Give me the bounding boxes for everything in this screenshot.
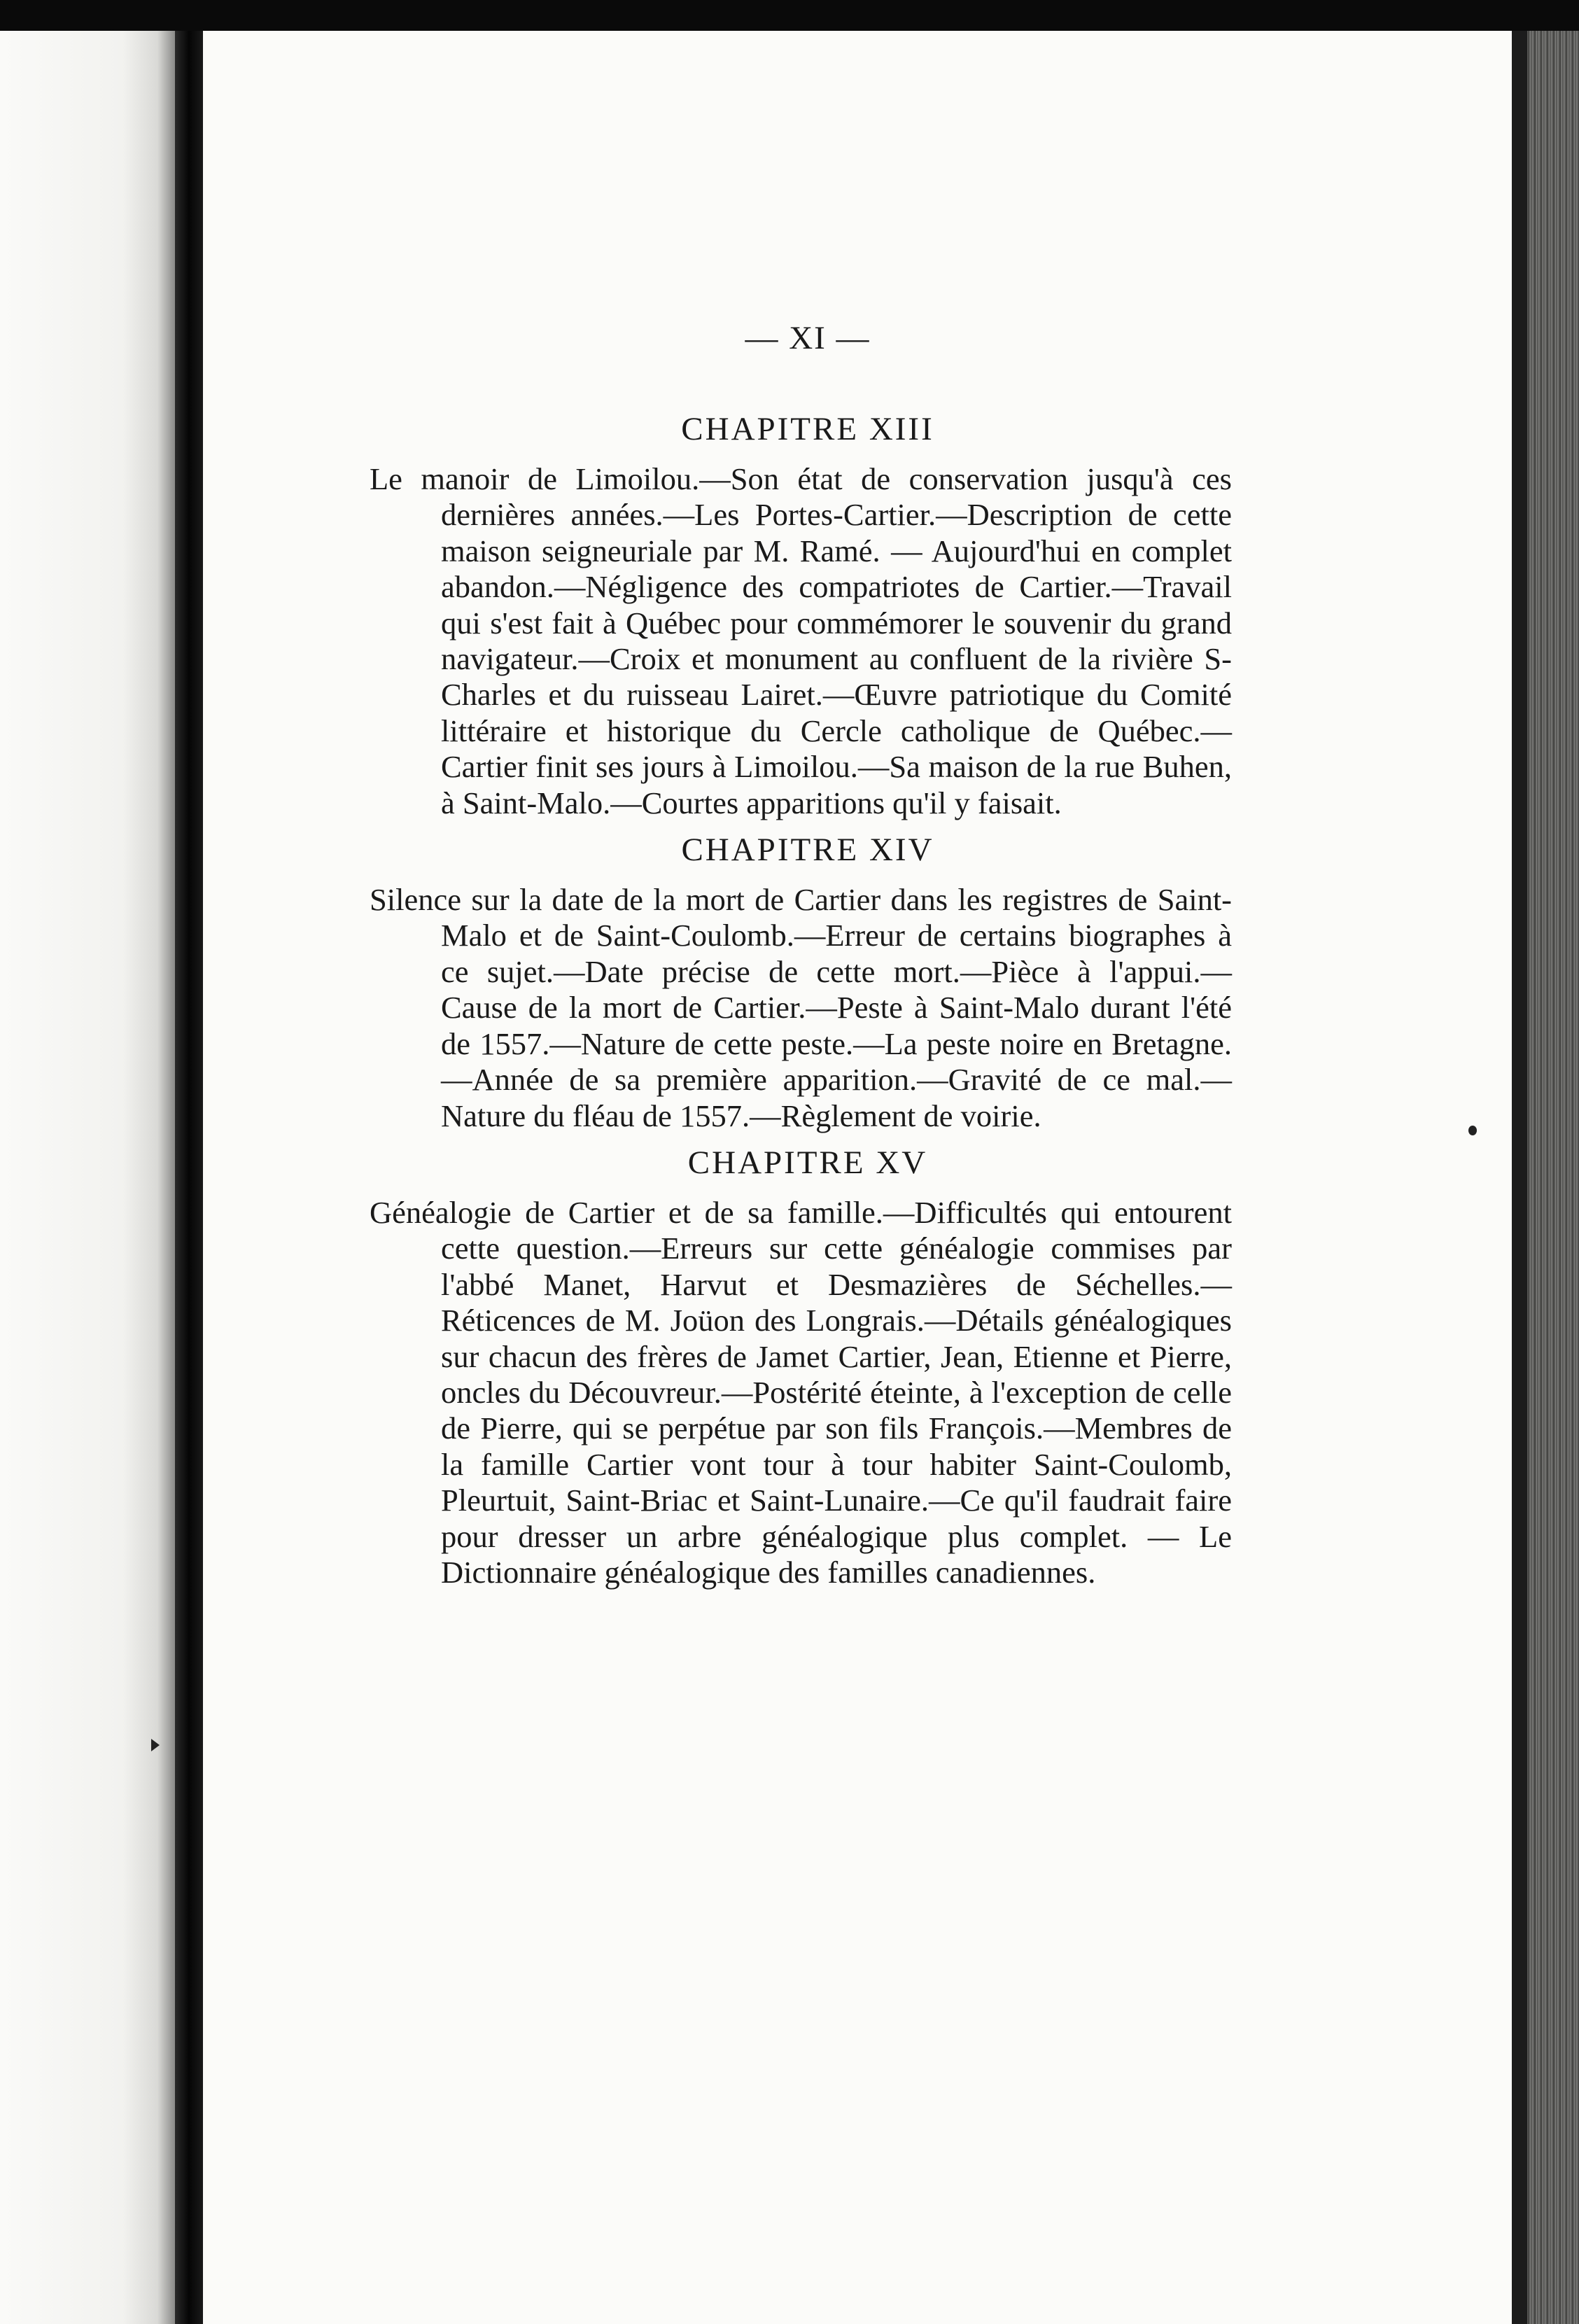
page-number: — XI —: [745, 320, 871, 356]
chapter-15-heading: CHAPITRE XV: [687, 1144, 928, 1181]
page-stack-shadow: [1512, 31, 1527, 2324]
chapter-13-summary: Le manoir de Limoilou.—Son état de conservation jusqu'à ces dernières années.—Les Portes-Cartier.—Description de cette maison seigneuriale par M. Ramé. — Aujourd'hui en complet abandon.—Négligence des compatriotes de Cartier.—Travail qui s'est fait à Québec pour commémorer le souvenir du grand navigateur.—Croix et monument au confluent de la rivière S-Charles et du ruisseau Lairet.—Œuvre patriotique du Comité littéraire et historique du Cercle catholique de Québec.—Cartier finit ses jours à Limoilou.—Sa maison de la rue Buhen, à Saint-Malo.—Courtes apparitions qu'il y faisait.: [370, 461, 1232, 820]
table-of-contents-text: [370, 322, 1232, 1590]
scan-top-border: [0, 0, 1579, 31]
chapter-14-summary: Silence sur la date de la mort de Cartier dans les registres de Saint-Malo et de Saint-Coulomb.—Erreur de certains biographes à ce sujet.—Date précise de cette mort.—Pièce à l'appui.—Cause de la mort de Cartier.—Peste à Saint-Malo durant l'été de 1557.—Nature de cette peste.—La peste noire en Bretagne.—Année de sa première apparition.—Gravité de ce mal.—Nature du fléau de 1557.—Règlement de voirie.: [370, 882, 1232, 1133]
chapter-15-summary: Généalogie de Cartier et de sa famille.—Difficultés qui entourent cette question.—Erreurs sur cette généalogie commises par l'abbé Manet, Harvut et Desmazières de Séchelles.—Réticences de M. Joüon des Longrais.—Détails généalogiques sur chacun des frères de Jamet Cartier, Jean, Etienne et Pierre, oncles du Découvreur.—Postérité éteinte, à l'exception de celle de Pierre, qui se perpétue par son fils François.—Membres de la famille Cartier vont tour à tour habiter Saint-Coulomb, Pleurtuit, Saint-Briac et Saint-Lunaire.—Ce qu'il faudrait faire pour dresser un arbre généalogique plus complet. — Le Dictionnaire généalogique des familles canadiennes.: [370, 1194, 1232, 1590]
chapter-14-heading: CHAPITRE XIV: [681, 832, 934, 869]
margin-speck: [1468, 1126, 1477, 1135]
book-spine-shadow: [175, 31, 203, 2324]
chapter-13-heading: CHAPITRE XIII: [681, 411, 934, 447]
margin-mark: [151, 1739, 160, 1751]
left-page-edge: [0, 31, 175, 2324]
